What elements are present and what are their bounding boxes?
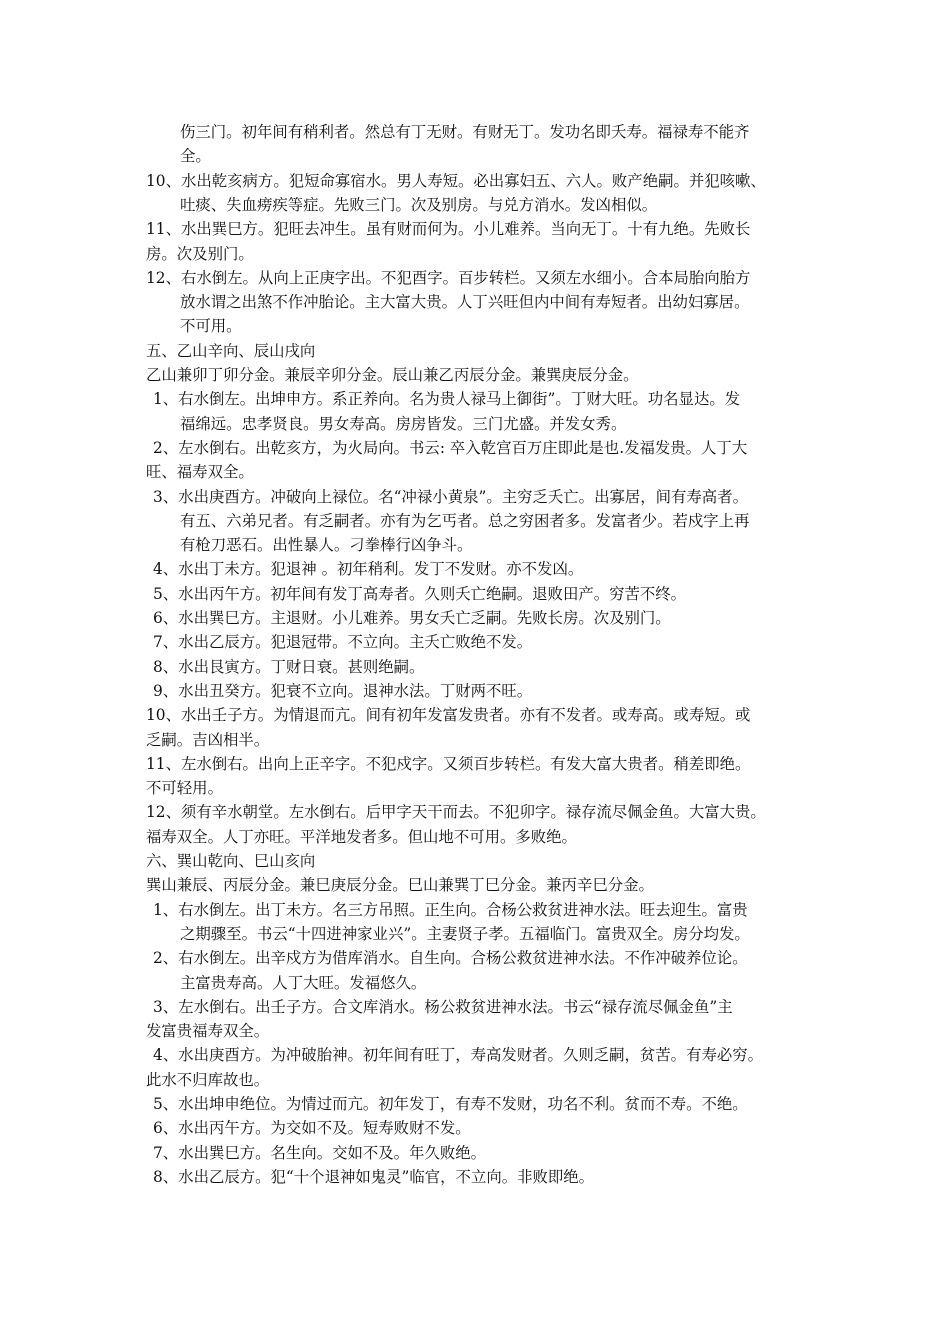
text-line: 福绵远。忠孝贤良。男女寿高。房房皆发。三门尤盛。并发女秀。 — [180, 414, 627, 433]
text-line: 4、水出庚酉方。为冲破胎神。初年间有旺丁，寿高发财者。久则乏嗣，贫苦。有寿必穷。 — [153, 1046, 764, 1065]
text-line: 福寿双全。人丁亦旺。平洋地发者多。但山地不可用。多败绝。 — [146, 827, 577, 846]
text-line: 7、水出巽巳方。名生向。交如不及。年久败绝。 — [153, 1143, 486, 1162]
text-line: 3、水出庚酉方。冲破向上禄位。名“冲禄小黄泉”。主穷乏夭亡。出寡居，间有寿高者。 — [153, 487, 748, 506]
text-line: 主富贵寿高。人丁大旺。发福悠久。 — [180, 973, 427, 992]
text-line: 巽山兼辰、丙辰分金。兼巳庚辰分金。巳山兼巽丁巳分金。兼丙辛巳分金。 — [146, 876, 654, 895]
text-line: 6、水出巽巳方。主退财。小儿难养。男女夭亡乏嗣。先败长房。次及别门。 — [153, 609, 671, 627]
text-line: 10、水出壬子方。为情退而亢。间有初年发富发贵者。亦有不发者。或寿高。或寿短。或 — [146, 706, 751, 725]
text-line: 五、乙山辛向、辰山戌向 — [146, 341, 316, 360]
text-line: 11、水出巽巳方。犯旺去冲生。虽有财而何为。小儿难养。当向无丁。十有九绝。先败长 — [146, 220, 751, 239]
text-line: 10、水出乾亥病方。犯短命寡宿水。男人寿短。必出寡妇五、六人。败产绝嗣。并犯咳嗽、 — [146, 171, 766, 190]
text-line: 1、右水倒左。出丁未方。名三方吊照。正生向。合杨公救贫进神水法。旺去迎生。富贵 — [153, 900, 748, 919]
text-line: 旺、福寿双全。 — [146, 463, 254, 482]
text-line: 6、水出丙午方。为交如不及。短寿败财不发。 — [153, 1119, 471, 1138]
text-line: 有五、六弟兄者。有乏嗣者。亦有为乞丐者。总之穷困者多。发富者少。若戍字上再 — [180, 511, 750, 530]
text-line: 12、右水倒左。从向上正庚字出。不犯酉字。百步转栏。又须左水细小。合本局胎向胎方 — [146, 268, 751, 287]
text-line: 全。 — [180, 147, 211, 166]
text-line: 不可轻用。 — [146, 779, 223, 798]
text-line: 发富贵福寿双全。 — [146, 1022, 270, 1041]
text-line: 有枪刀恶石。出性暴人。刁拳棒行凶争斗。 — [180, 536, 473, 555]
text-line: 伤三门。初年间有稍利者。然总有丁无财。有财无丁。发功名即夭寿。福禄寿不能齐 — [180, 123, 750, 141]
text-line: 不可用。 — [180, 317, 242, 336]
text-line: 9、水出丑癸方。犯衰不立向。退神水法。丁财两不旺。 — [153, 681, 533, 700]
text-line: 乏嗣。吉凶相半。 — [146, 730, 270, 749]
text-line: 吐痰、失血痨疾等症。先败三门。次及别房。与兑方消水。发凶相似。 — [180, 195, 658, 214]
text-line: 房。次及别门。 — [146, 244, 254, 263]
text-line: 此水不归库故也。 — [146, 1070, 270, 1089]
text-line: 乙山兼卯丁卯分金。兼辰辛卯分金。辰山兼乙丙辰分金。兼巽庚辰分金。 — [146, 366, 639, 384]
text-line: 7、水出乙辰方。犯退冠带。不立向。主夭亡败绝不发。 — [153, 633, 533, 652]
text-line: 放水谓之出煞不作冲胎论。主大富大贵。人丁兴旺但内中间有寿短者。出幼妇寡居。 — [180, 293, 750, 312]
text-line: 六、巽山乾向、巳山亥向 — [146, 852, 316, 870]
text-line: 12、须有辛水朝堂。左水倒右。后甲字天干而去。不犯卯字。禄存流尽佩金鱼。大富大贵。 — [146, 803, 766, 822]
text-line: 4、水出丁未方。犯退神 。初年稍利。发丁不发财。亦不发凶。 — [153, 560, 584, 579]
text-line: 2、左水倒右。出乾亥方，为火局向。书云: 卒入乾宫百万庄即此是也.发福发贵。人丁大 — [153, 438, 748, 457]
text-line: 3、左水倒右。出壬子方。合文库消水。杨公救贫进神水法。书云“禄存流尽佩金鱼”主 — [153, 997, 733, 1016]
text-line: 8、水出乙辰方。犯“十个退神如鬼灵”临官，不立向。非败即绝。 — [153, 1167, 595, 1186]
text-line: 5、水出丙午方。初年间有发丁高寿者。久则夭亡绝嗣。退败田产。穷苦不终。 — [153, 584, 687, 603]
text-line: 11、左水倒右。出向上正辛字。不犯戍字。又须百步转栏。有发大富大贵者。稍差即绝。 — [146, 754, 751, 773]
text-line: 1、右水倒左。出坤申方。系正养向。名为贵人禄马上御街”。丁财大旺。功名显达。发 — [153, 390, 741, 409]
text-line: 之期骤至。书云“十四进神家业兴”。主妻贤子孝。五福临门。富贵双全。房分均发。 — [180, 924, 750, 943]
text-line: 2、右水倒左。出辛戍方为借库消水。自生向。合杨公救贫进神水法。不作冲破养位论。 — [153, 949, 748, 968]
text-line: 5、水出坤申绝位。为情过而亢。初年发丁，有寿不发财，功名不利。贫而不寿。不绝。 — [153, 1095, 748, 1113]
text-line: 8、水出艮寅方。丁财日衰。甚则绝嗣。 — [153, 657, 425, 676]
